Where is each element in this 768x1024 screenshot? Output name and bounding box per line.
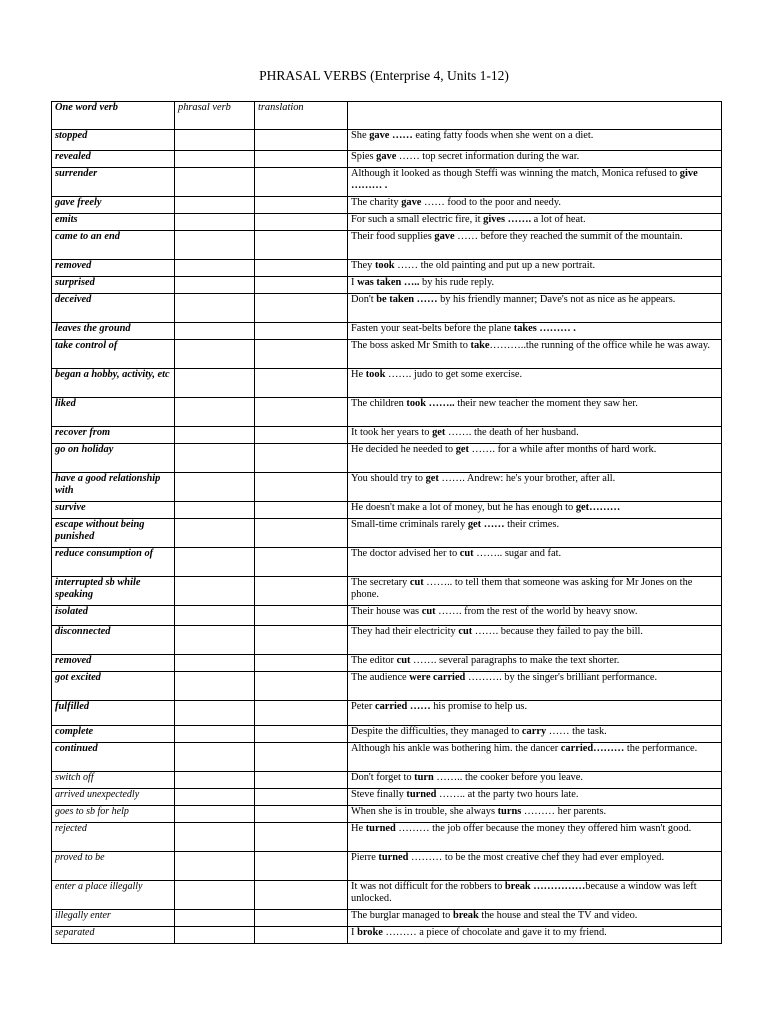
- sentence-text: ……. Andrew: he's your brother, after all.: [438, 473, 616, 484]
- page-title: PHRASAL VERBS (Enterprise 4, Units 1-12): [259, 68, 509, 83]
- phrasal-verb-blank: gave: [401, 197, 422, 208]
- table-row: [52, 168, 722, 197]
- sentence-text: Don't: [351, 294, 377, 305]
- translation-cell[interactable]: [255, 369, 348, 398]
- example-sentence-cell: [348, 927, 722, 944]
- table-row: [52, 772, 722, 789]
- one-word-verb-cell: go on holiday: [52, 444, 175, 473]
- one-word-verb-cell: escape without being punished: [52, 519, 175, 548]
- phrasal-verb-cell[interactable]: [175, 806, 255, 823]
- table-row: [52, 277, 722, 294]
- sentence-text: …….. sugar and fat.: [473, 548, 562, 559]
- table-row: [52, 502, 722, 519]
- phrasal-verb-cell[interactable]: [175, 260, 255, 277]
- phrasal-verb-blank: broke: [357, 927, 383, 938]
- example-sentence-cell: [348, 294, 722, 323]
- table-row: [52, 340, 722, 369]
- example-sentence-cell: [348, 701, 722, 726]
- sentence-text: The boss asked Mr Smith to: [351, 340, 471, 351]
- table-row: [52, 427, 722, 444]
- phrasal-verb-cell[interactable]: [175, 701, 255, 726]
- phrasal-verb-cell[interactable]: [175, 502, 255, 519]
- translation-cell[interactable]: [255, 427, 348, 444]
- example-sentence-cell: [348, 260, 722, 277]
- one-word-verb-cell: disconnected: [52, 626, 175, 655]
- sentence-text: ……… to be the most creative chef they had ever employed.: [408, 852, 665, 863]
- table-row: [52, 655, 722, 672]
- translation-cell[interactable]: [255, 231, 348, 260]
- phrasal-verb-cell[interactable]: [175, 294, 255, 323]
- phrasal-verb-cell[interactable]: [175, 340, 255, 369]
- sentence-text: The secretary: [351, 577, 410, 588]
- translation-cell[interactable]: [255, 340, 348, 369]
- table-row: [52, 726, 722, 743]
- sentence-text: the house and steal the TV and video.: [478, 910, 638, 921]
- phrasal-verb-cell[interactable]: [175, 881, 255, 910]
- one-word-verb-cell: emits: [52, 214, 175, 231]
- one-word-verb-cell: began a hobby, activity, etc: [52, 369, 175, 398]
- phrasal-verb-cell[interactable]: [175, 577, 255, 606]
- phrasal-verb-cell[interactable]: [175, 151, 255, 168]
- one-word-verb-cell: revealed: [52, 151, 175, 168]
- one-word-verb-cell: surprised: [52, 277, 175, 294]
- one-word-verb-cell: deceived: [52, 294, 175, 323]
- sentence-text: …… before they reached the summit of the mountain.: [454, 231, 683, 242]
- one-word-verb-cell: removed: [52, 655, 175, 672]
- sentence-text: Their food supplies: [351, 231, 435, 242]
- header-sentence: [348, 102, 722, 130]
- sentence-text: I: [351, 277, 358, 288]
- sentence-text: They: [351, 260, 375, 271]
- table-row: [52, 927, 722, 944]
- sentence-text: Although his ankle was bothering him. the dancer: [351, 743, 561, 754]
- phrasal-verb-blank: cut: [396, 655, 411, 666]
- translation-cell[interactable]: [255, 323, 348, 340]
- one-word-verb-cell: came to an end: [52, 231, 175, 260]
- translation-cell[interactable]: [255, 130, 348, 151]
- one-word-verb-cell: gave freely: [52, 197, 175, 214]
- translation-cell[interactable]: [255, 881, 348, 910]
- one-word-verb-cell: reduce consumption of: [52, 548, 175, 577]
- sentence-text: He doesn't make a lot of money, but he has enough to: [351, 502, 576, 513]
- phrasal-verb-cell[interactable]: [175, 726, 255, 743]
- sentence-text: Fasten your seat-belts before the plane: [351, 323, 514, 334]
- table-row: [52, 701, 722, 726]
- sentence-text: …… food to the poor and needy.: [421, 197, 561, 208]
- sentence-text: ………. by the singer's brilliant performance.: [465, 672, 658, 683]
- translation-cell[interactable]: [255, 197, 348, 214]
- one-word-verb-cell: survive: [52, 502, 175, 519]
- phrasal-verb-blank: took: [365, 369, 386, 380]
- table-row: [52, 606, 722, 626]
- one-word-verb-cell: interrupted sb while speaking: [52, 577, 175, 606]
- sentence-text: ……… her parents.: [521, 806, 607, 817]
- table-row: [52, 577, 722, 606]
- translation-cell[interactable]: [255, 214, 348, 231]
- table-row: [52, 231, 722, 260]
- translation-cell[interactable]: [255, 548, 348, 577]
- table-row: [52, 519, 722, 548]
- translation-cell[interactable]: [255, 473, 348, 502]
- phrasal-verb-blank: be taken ……: [376, 294, 438, 305]
- phrasal-verb-cell[interactable]: [175, 606, 255, 626]
- phrasal-verb-blank: break: [452, 910, 479, 921]
- phrasal-verb-cell[interactable]: [175, 852, 255, 881]
- one-word-verb-cell: arrived unexpectedly: [52, 789, 175, 806]
- phrasal-verb-blank: get: [432, 427, 446, 438]
- table-row: [52, 672, 722, 701]
- sentence-text: You should try to: [351, 473, 426, 484]
- phrasal-verb-blank: gave: [434, 231, 455, 242]
- sentence-text: The burglar managed to: [351, 910, 453, 921]
- sentence-text: The children: [351, 398, 407, 409]
- one-word-verb-cell: illegally enter: [52, 910, 175, 927]
- sentence-text: by his rude reply.: [419, 277, 495, 288]
- sentence-text: …….. to tell them that someone was asking for Mr Jones on the phone.: [351, 577, 693, 600]
- sentence-text: When she is in trouble, she always: [351, 806, 498, 817]
- one-word-verb-cell: complete: [52, 726, 175, 743]
- sentence-text: eating fatty foods when she went on a diet.: [412, 130, 594, 141]
- one-word-verb-cell: rejected: [52, 823, 175, 852]
- table-row: [52, 369, 722, 398]
- phrasal-verb-cell[interactable]: [175, 823, 255, 852]
- translation-cell[interactable]: [255, 519, 348, 548]
- table-row: [52, 197, 722, 214]
- translation-cell[interactable]: [255, 701, 348, 726]
- sentence-text: ……. several paragraphs to make the text shorter.: [410, 655, 620, 666]
- translation-cell[interactable]: [255, 444, 348, 473]
- example-sentence-cell: [348, 151, 722, 168]
- sentence-text: a lot of heat.: [531, 214, 586, 225]
- translation-cell[interactable]: [255, 852, 348, 881]
- phrasal-verb-cell[interactable]: [175, 130, 255, 151]
- example-sentence-cell: [348, 606, 722, 626]
- phrasal-verb-blank: cut: [458, 626, 473, 637]
- table-row: [52, 260, 722, 277]
- phrasal-verb-blank: get: [425, 473, 439, 484]
- table-row: [52, 626, 722, 655]
- sentence-text: by his friendly manner; Dave's not as nice as he appears.: [437, 294, 676, 305]
- translation-cell[interactable]: [255, 789, 348, 806]
- one-word-verb-cell: recover from: [52, 427, 175, 444]
- phrasal-verb-cell[interactable]: [175, 910, 255, 927]
- sentence-text: …….. the cooker before you leave.: [433, 772, 583, 783]
- translation-cell[interactable]: [255, 726, 348, 743]
- sentence-text: ……. because they failed to pay the bill.: [472, 626, 644, 637]
- one-word-verb-cell: stopped: [52, 130, 175, 151]
- one-word-verb-cell: isolated: [52, 606, 175, 626]
- table-row: [52, 881, 722, 910]
- table-row: [52, 910, 722, 927]
- phrasal-verb-cell[interactable]: [175, 655, 255, 672]
- phrasal-verb-blank: turns: [497, 806, 522, 817]
- phrasal-verb-blank: were carried: [409, 672, 466, 683]
- translation-cell[interactable]: [255, 577, 348, 606]
- example-sentence-cell: [348, 519, 722, 548]
- example-sentence-cell: [348, 340, 722, 369]
- phrasal-verb-blank: gives …….: [483, 214, 532, 225]
- one-word-verb-cell: separated: [52, 927, 175, 944]
- sentence-text: Spies: [351, 151, 377, 162]
- example-sentence-cell: [348, 197, 722, 214]
- one-word-verb-cell: leaves the ground: [52, 323, 175, 340]
- header-one-word-verb: One word verb: [52, 102, 175, 130]
- phrasal-verb-cell[interactable]: [175, 927, 255, 944]
- sentence-text: ……… the job offer because the money they offered him wasn't good.: [395, 823, 692, 834]
- phrasal-verb-cell[interactable]: [175, 323, 255, 340]
- phrasal-verb-blank: carried………: [560, 743, 625, 754]
- phrasal-verb-cell[interactable]: [175, 444, 255, 473]
- phrasal-verb-cell[interactable]: [175, 231, 255, 260]
- phrasal-verb-blank: turn: [414, 772, 434, 783]
- example-sentence-cell: [348, 626, 722, 655]
- phrasal-verb-blank: gave: [376, 151, 397, 162]
- sentence-text: their new teacher the moment they saw her.: [454, 398, 638, 409]
- table-row: [52, 398, 722, 427]
- sentence-text: The doctor advised her to: [351, 548, 460, 559]
- translation-cell[interactable]: [255, 823, 348, 852]
- phrasal-verb-cell[interactable]: [175, 548, 255, 577]
- example-sentence-cell: [348, 502, 722, 519]
- translation-cell[interactable]: [255, 806, 348, 823]
- example-sentence-cell: [348, 726, 722, 743]
- translation-cell[interactable]: [255, 655, 348, 672]
- example-sentence-cell: [348, 823, 722, 852]
- phrasal-verb-blank: take: [470, 340, 490, 351]
- phrasal-verb-cell[interactable]: [175, 197, 255, 214]
- translation-cell[interactable]: [255, 606, 348, 626]
- sentence-text: ……. the death of her husband.: [445, 427, 579, 438]
- phrasal-verb-blank: get………: [575, 502, 621, 513]
- sentence-text: the performance.: [624, 743, 698, 754]
- example-sentence-cell: [348, 369, 722, 398]
- sentence-text: He decided he needed to: [351, 444, 456, 455]
- translation-cell[interactable]: [255, 151, 348, 168]
- sentence-text: He: [351, 369, 366, 380]
- sentence-text: …… the old painting and put up a new portrait.: [394, 260, 596, 271]
- sentence-text: because a window was left unlocked.: [351, 881, 697, 904]
- sentence-text: They had their electricity: [351, 626, 459, 637]
- one-word-verb-cell: liked: [52, 398, 175, 427]
- example-sentence-cell: [348, 852, 722, 881]
- one-word-verb-cell: switch off: [52, 772, 175, 789]
- sentence-text: The audience: [351, 672, 410, 683]
- sentence-text: He: [351, 823, 366, 834]
- example-sentence-cell: [348, 398, 722, 427]
- sentence-text: Small-time criminals rarely: [351, 519, 468, 530]
- translation-cell[interactable]: [255, 910, 348, 927]
- table-row: [52, 294, 722, 323]
- phrasal-verb-cell[interactable]: [175, 168, 255, 197]
- phrasal-verb-blank: gave ……: [369, 130, 413, 141]
- phrasal-verb-blank: carry: [521, 726, 547, 737]
- sentence-text: Steve finally: [351, 789, 407, 800]
- sentence-text: Peter: [351, 701, 375, 712]
- table-row: [52, 214, 722, 231]
- sentence-text: ……. from the rest of the world by heavy snow.: [435, 606, 638, 617]
- example-sentence-cell: [348, 427, 722, 444]
- phrasal-verb-blank: give ……… .: [351, 168, 698, 191]
- example-sentence-cell: [348, 881, 722, 910]
- sentence-text: Don't forget to: [351, 772, 415, 783]
- sentence-text: It took her years to: [351, 427, 433, 438]
- phrasal-verb-cell[interactable]: [175, 214, 255, 231]
- translation-cell[interactable]: [255, 626, 348, 655]
- phrasal-verb-blank: carried ……: [374, 701, 431, 712]
- sentence-text: …….. at the party two hours late.: [436, 789, 579, 800]
- sentence-text: Despite the difficulties, they managed to: [351, 726, 522, 737]
- phrasal-verb-blank: break ……………: [504, 881, 586, 892]
- phrasal-verb-blank: took: [374, 260, 395, 271]
- example-sentence-cell: [348, 655, 722, 672]
- example-sentence-cell: [348, 444, 722, 473]
- table-row: [52, 823, 722, 852]
- example-sentence-cell: [348, 743, 722, 772]
- sentence-text: ………..the running of the office while he was away.: [489, 340, 710, 351]
- one-word-verb-cell: goes to sb for help: [52, 806, 175, 823]
- phrasal-verb-blank: turned: [365, 823, 396, 834]
- table-row: [52, 789, 722, 806]
- phrasal-verb-cell[interactable]: [175, 398, 255, 427]
- one-word-verb-cell: removed: [52, 260, 175, 277]
- translation-cell[interactable]: [255, 672, 348, 701]
- phrasal-verb-blank: cut: [459, 548, 474, 559]
- example-sentence-cell: [348, 168, 722, 197]
- table-row: [52, 743, 722, 772]
- example-sentence-cell: [348, 214, 722, 231]
- sentence-text: Although it looked as though Steffi was winning the match, Monica refused to: [351, 168, 680, 179]
- one-word-verb-cell: have a good relationship with: [52, 473, 175, 502]
- sentence-text: The editor: [351, 655, 397, 666]
- sentence-text: Their house was: [351, 606, 422, 617]
- sentence-text: For such a small electric fire, it: [351, 214, 484, 225]
- example-sentence-cell: [348, 789, 722, 806]
- one-word-verb-cell: proved to be: [52, 852, 175, 881]
- phrasal-verb-cell[interactable]: [175, 277, 255, 294]
- sentence-text: The charity: [351, 197, 402, 208]
- header-translation: translation: [255, 102, 348, 130]
- phrasal-verb-cell[interactable]: [175, 772, 255, 789]
- sentence-text: I: [351, 927, 358, 938]
- example-sentence-cell: [348, 473, 722, 502]
- example-sentence-cell: [348, 772, 722, 789]
- table-row: [52, 444, 722, 473]
- sentence-text: Pierre: [351, 852, 379, 863]
- phrasal-verb-blank: was taken …..: [357, 277, 420, 288]
- table-row: [52, 130, 722, 151]
- phrasal-verb-blank: turned: [406, 789, 437, 800]
- sentence-text: She: [351, 130, 370, 141]
- phrasal-verb-blank: cut: [421, 606, 436, 617]
- phrasal-verb-cell[interactable]: [175, 369, 255, 398]
- phrasal-verb-blank: get ……: [467, 519, 505, 530]
- phrasal-verb-blank: cut: [409, 577, 424, 588]
- sentence-text: …… the task.: [546, 726, 607, 737]
- translation-cell[interactable]: [255, 743, 348, 772]
- table-row: [52, 323, 722, 340]
- sentence-text: ……. judo to get some exercise.: [385, 369, 523, 380]
- one-word-verb-cell: fulfilled: [52, 701, 175, 726]
- translation-cell[interactable]: [255, 168, 348, 197]
- translation-cell[interactable]: [255, 398, 348, 427]
- sentence-text: ……… a piece of chocolate and gave it to my friend.: [382, 927, 607, 938]
- example-sentence-cell: [348, 672, 722, 701]
- phrasal-verb-cell[interactable]: [175, 427, 255, 444]
- phrasal-verb-blank: turned: [378, 852, 409, 863]
- phrasal-verb-cell[interactable]: [175, 519, 255, 548]
- table-row: [52, 151, 722, 168]
- translation-cell[interactable]: [255, 260, 348, 277]
- example-sentence-cell: [348, 910, 722, 927]
- sentence-text: his promise to help us.: [430, 701, 528, 712]
- table-row: [52, 548, 722, 577]
- sentence-text: It was not difficult for the robbers to: [351, 881, 505, 892]
- table-row: [52, 852, 722, 881]
- one-word-verb-cell: enter a place illegally: [52, 881, 175, 910]
- phrasal-verb-cell[interactable]: [175, 789, 255, 806]
- one-word-verb-cell: got excited: [52, 672, 175, 701]
- sentence-text: …… top secret information during the war.: [396, 151, 580, 162]
- phrasal-verb-cell[interactable]: [175, 743, 255, 772]
- one-word-verb-cell: continued: [52, 743, 175, 772]
- translation-cell[interactable]: [255, 277, 348, 294]
- phrasal-verb-cell[interactable]: [175, 672, 255, 701]
- phrasal-verb-blank: took ……..: [406, 398, 455, 409]
- table-row: [52, 806, 722, 823]
- one-word-verb-cell: surrender: [52, 168, 175, 197]
- one-word-verb-cell: take control of: [52, 340, 175, 369]
- example-sentence-cell: [348, 577, 722, 606]
- translation-cell[interactable]: [255, 772, 348, 789]
- phrasal-verb-cell[interactable]: [175, 473, 255, 502]
- translation-cell[interactable]: [255, 502, 348, 519]
- header-phrasal-verb: phrasal verb: [175, 102, 255, 130]
- example-sentence-cell: [348, 323, 722, 340]
- phrasal-verb-blank: takes ……… .: [513, 323, 576, 334]
- table-header-row: [52, 102, 722, 130]
- example-sentence-cell: [348, 231, 722, 260]
- table-row: [52, 473, 722, 502]
- example-sentence-cell: [348, 548, 722, 577]
- phrasal-verb-blank: get: [455, 444, 470, 455]
- example-sentence-cell: [348, 130, 722, 151]
- sentence-text: their crimes.: [504, 519, 560, 530]
- example-sentence-cell: [348, 806, 722, 823]
- translation-cell[interactable]: [255, 927, 348, 944]
- translation-cell[interactable]: [255, 294, 348, 323]
- phrasal-verbs-table: [51, 101, 722, 944]
- phrasal-verb-cell[interactable]: [175, 626, 255, 655]
- sentence-text: ……. for a while after months of hard work.: [469, 444, 657, 455]
- example-sentence-cell: [348, 277, 722, 294]
